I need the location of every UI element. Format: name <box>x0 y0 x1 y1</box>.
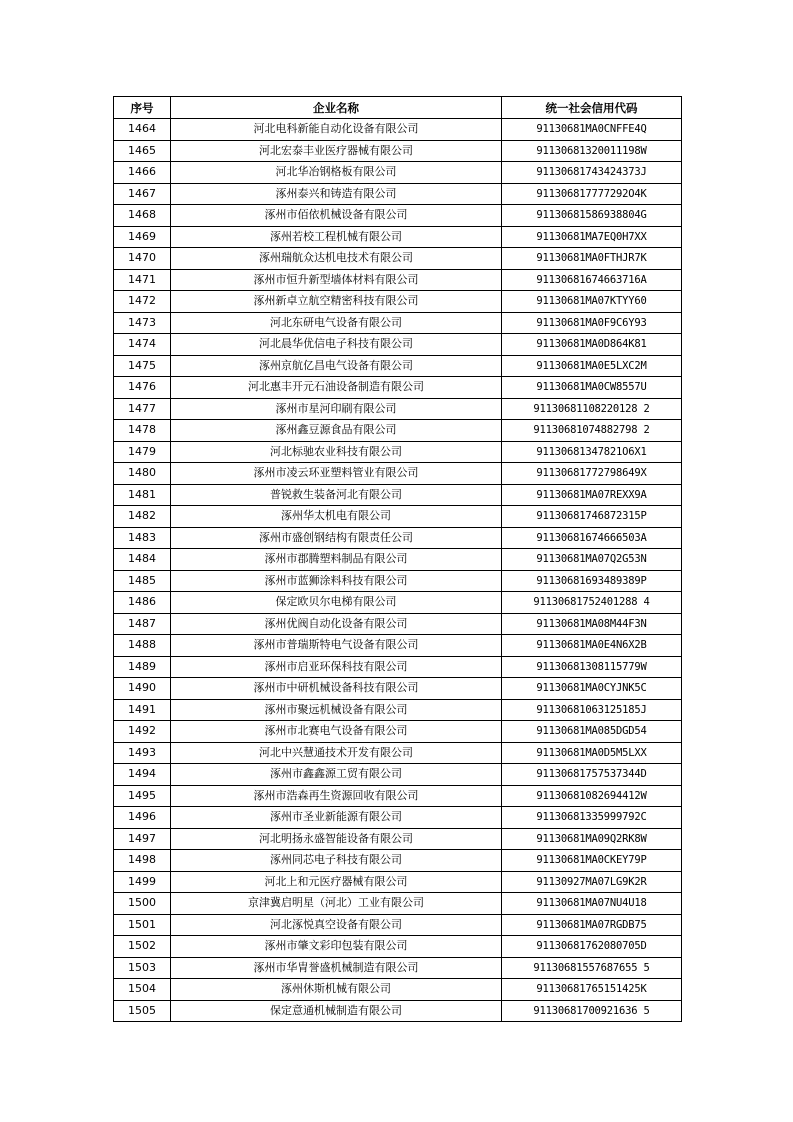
company-name-cell: 涿州市北赛电气设备有限公司 <box>171 721 502 743</box>
enterprise-table <box>113 96 682 1022</box>
table-row <box>114 592 682 614</box>
company-name-cell: 涿州市启亚环保科技有限公司 <box>171 656 502 678</box>
credit-code-cell: 91130681MA7EQ0H7XX <box>502 226 682 248</box>
credit-code-cell: 91130681MA0CNFFE4Q <box>502 119 682 141</box>
company-name-cell: 保定意通机械制造有限公司 <box>171 1000 502 1022</box>
credit-code-cell: 91130681MA0F9C6Y93 <box>502 312 682 334</box>
company-name-cell: 涿州市中研机械设备科技有限公司 <box>171 678 502 700</box>
company-name-cell: 涿州泰兴和铸造有限公司 <box>171 183 502 205</box>
company-name-cell: 涿州优阀自动化设备有限公司 <box>171 613 502 635</box>
credit-code-cell: 91130681MA09Q2RK8W <box>502 828 682 850</box>
credit-code-cell: 91130681700921636 5 <box>502 1000 682 1022</box>
seq-cell: 1465 <box>114 140 171 162</box>
table-row <box>114 893 682 915</box>
table-row <box>114 226 682 248</box>
seq-cell: 1470 <box>114 248 171 270</box>
company-name-cell: 河北华冶钢格板有限公司 <box>171 162 502 184</box>
credit-code-cell: 91130681320011198W <box>502 140 682 162</box>
seq-cell: 1472 <box>114 291 171 313</box>
credit-code-cell: 91130681MA07Q2G53N <box>502 549 682 571</box>
company-name-cell: 河北涿悦真空设备有限公司 <box>171 914 502 936</box>
credit-code-cell: 91130681MA0CKEY79P <box>502 850 682 872</box>
seq-cell: 1469 <box>114 226 171 248</box>
credit-code-cell: 91130681765151425K <box>502 979 682 1001</box>
company-name-cell: 涿州市佰依机械设备有限公司 <box>171 205 502 227</box>
seq-cell: 1504 <box>114 979 171 1001</box>
table-row <box>114 269 682 291</box>
table-row <box>114 914 682 936</box>
table-row <box>114 699 682 721</box>
table-row <box>114 957 682 979</box>
table-row <box>114 742 682 764</box>
company-name-cell: 河北标驰农业科技有限公司 <box>171 441 502 463</box>
seq-cell: 1496 <box>114 807 171 829</box>
seq-cell: 1492 <box>114 721 171 743</box>
seq-cell: 1491 <box>114 699 171 721</box>
seq-cell: 1495 <box>114 785 171 807</box>
table-row <box>114 850 682 872</box>
company-name-cell: 涿州市浩森再生资源回收有限公司 <box>171 785 502 807</box>
credit-code-cell: 91130681335999792C <box>502 807 682 829</box>
table-row <box>114 441 682 463</box>
table-row <box>114 721 682 743</box>
credit-code-cell: 91130681746872315P <box>502 506 682 528</box>
company-name-cell: 涿州市蓝狮涂料科技有限公司 <box>171 570 502 592</box>
company-name-cell: 涿州市恒升新型墙体材料有限公司 <box>171 269 502 291</box>
table-row <box>114 527 682 549</box>
table-row <box>114 979 682 1001</box>
table-row <box>114 656 682 678</box>
table-row <box>114 613 682 635</box>
credit-code-cell: 911306817777292O4K <box>502 183 682 205</box>
credit-code-cell: 91130681674663716A <box>502 269 682 291</box>
credit-code-cell: 91130681074882798 2 <box>502 420 682 442</box>
table-row <box>114 871 682 893</box>
company-name-cell: 保定欧贝尔电梯有限公司 <box>171 592 502 614</box>
table-body <box>114 119 682 1022</box>
company-name-cell: 河北电科新能自动化设备有限公司 <box>171 119 502 141</box>
company-name-cell: 河北东研电气设备有限公司 <box>171 312 502 334</box>
seq-cell: 1476 <box>114 377 171 399</box>
table-row <box>114 162 682 184</box>
company-name-cell: 涿州市普瑞斯特电气设备有限公司 <box>171 635 502 657</box>
table-row <box>114 1000 682 1022</box>
credit-code-cell: 91130681674666503A <box>502 527 682 549</box>
table-row <box>114 355 682 377</box>
seq-cell: 1483 <box>114 527 171 549</box>
credit-code-cell: 91130681693489389P <box>502 570 682 592</box>
company-name-cell: 京津冀启明星（河北）工业有限公司 <box>171 893 502 915</box>
seq-cell: 1503 <box>114 957 171 979</box>
table-row <box>114 936 682 958</box>
seq-cell: 1479 <box>114 441 171 463</box>
company-name-cell: 涿州市鑫鑫源工贸有限公司 <box>171 764 502 786</box>
seq-cell: 1468 <box>114 205 171 227</box>
seq-cell: 1502 <box>114 936 171 958</box>
company-name-cell: 河北明扬永盛智能设备有限公司 <box>171 828 502 850</box>
table-row <box>114 678 682 700</box>
credit-code-cell: 91130681108220128 2 <box>502 398 682 420</box>
seq-cell: 1485 <box>114 570 171 592</box>
seq-cell: 1471 <box>114 269 171 291</box>
seq-cell: 1466 <box>114 162 171 184</box>
credit-code-cell: 91130681MA0E4N6X2B <box>502 635 682 657</box>
seq-cell: 1505 <box>114 1000 171 1022</box>
seq-cell: 1475 <box>114 355 171 377</box>
seq-cell: 1493 <box>114 742 171 764</box>
seq-cell: 1474 <box>114 334 171 356</box>
credit-code-cell: 91130927MA07LG9K2R <box>502 871 682 893</box>
company-name-cell: 河北惠丰开元石油设备制造有限公司 <box>171 377 502 399</box>
seq-cell: 1478 <box>114 420 171 442</box>
seq-cell: 1464 <box>114 119 171 141</box>
header-company-name: 企业名称 <box>171 97 502 119</box>
table-row <box>114 506 682 528</box>
company-name-cell: 河北晨华优信电子科技有限公司 <box>171 334 502 356</box>
company-name-cell: 涿州鑫豆源食品有限公司 <box>171 420 502 442</box>
table-row <box>114 828 682 850</box>
table-row <box>114 291 682 313</box>
seq-cell: 1473 <box>114 312 171 334</box>
table-row <box>114 785 682 807</box>
credit-code-cell: 91130681MA0D5M5LXX <box>502 742 682 764</box>
credit-code-cell: 91130681772798649X <box>502 463 682 485</box>
credit-code-cell: 91130681762080705D <box>502 936 682 958</box>
company-name-cell: 涿州市盛创钢结构有限责任公司 <box>171 527 502 549</box>
header-credit-code: 统一社会信用代码 <box>502 97 682 119</box>
credit-code-cell: 91130681MA07RGDB75 <box>502 914 682 936</box>
company-name-cell: 河北中兴慧通技术开发有限公司 <box>171 742 502 764</box>
company-name-cell: 涿州市聚远机械设备有限公司 <box>171 699 502 721</box>
credit-code-cell: 91130681MA085DGD54 <box>502 721 682 743</box>
credit-code-cell: 91130681MA07REXX9A <box>502 484 682 506</box>
header-seq: 序号 <box>114 97 171 119</box>
table-row <box>114 205 682 227</box>
seq-cell: 1487 <box>114 613 171 635</box>
credit-code-cell: 91130681MA0CYJNK5C <box>502 678 682 700</box>
credit-code-cell: 91130681752401288 4 <box>502 592 682 614</box>
credit-code-cell: 91130681MA0E5LXC2M <box>502 355 682 377</box>
table-row <box>114 312 682 334</box>
credit-code-cell: 91130681MA0FTHJR7K <box>502 248 682 270</box>
company-name-cell: 河北上和元医疗器械有限公司 <box>171 871 502 893</box>
credit-code-cell: 91130681MA07NU4U18 <box>502 893 682 915</box>
company-name-cell: 涿州新卓立航空精密科技有限公司 <box>171 291 502 313</box>
company-name-cell: 涿州市肇文彩印包装有限公司 <box>171 936 502 958</box>
company-name-cell: 涿州市凌云环亚塑料管业有限公司 <box>171 463 502 485</box>
seq-cell: 1490 <box>114 678 171 700</box>
company-name-cell: 河北宏泰丰业医疗器械有限公司 <box>171 140 502 162</box>
company-name-cell: 涿州市华胄誉盛机械制造有限公司 <box>171 957 502 979</box>
credit-code-cell: 91130681082694412W <box>502 785 682 807</box>
company-name-cell: 涿州京航亿昌电气设备有限公司 <box>171 355 502 377</box>
seq-cell: 1480 <box>114 463 171 485</box>
credit-code-cell: 91130681MA0CW8557U <box>502 377 682 399</box>
company-name-cell: 普锐救生装备河北有限公司 <box>171 484 502 506</box>
credit-code-cell: 91130681MA07KTYY60 <box>502 291 682 313</box>
table-row <box>114 463 682 485</box>
seq-cell: 1499 <box>114 871 171 893</box>
table-header-row <box>114 97 682 119</box>
credit-code-cell: 91130681557687655 5 <box>502 957 682 979</box>
credit-code-cell: 91130681757537344D <box>502 764 682 786</box>
table-row <box>114 183 682 205</box>
credit-code-cell: 91130681586938804G <box>502 205 682 227</box>
seq-cell: 1501 <box>114 914 171 936</box>
table-row <box>114 635 682 657</box>
table-row <box>114 248 682 270</box>
company-name-cell: 涿州若校工程机械有限公司 <box>171 226 502 248</box>
seq-cell: 1498 <box>114 850 171 872</box>
credit-code-cell: 91130681MA0D864K81 <box>502 334 682 356</box>
table-row <box>114 334 682 356</box>
seq-cell: 1482 <box>114 506 171 528</box>
seq-cell: 1477 <box>114 398 171 420</box>
seq-cell: 1484 <box>114 549 171 571</box>
seq-cell: 1486 <box>114 592 171 614</box>
table-row <box>114 119 682 141</box>
company-name-cell: 涿州市郡腾塑料制品有限公司 <box>171 549 502 571</box>
table-row <box>114 807 682 829</box>
company-name-cell: 涿州市星河印刷有限公司 <box>171 398 502 420</box>
credit-code-cell: 91130681308115779W <box>502 656 682 678</box>
company-name-cell: 涿州休斯机械有限公司 <box>171 979 502 1001</box>
seq-cell: 1489 <box>114 656 171 678</box>
table-row <box>114 764 682 786</box>
seq-cell: 1497 <box>114 828 171 850</box>
seq-cell: 1494 <box>114 764 171 786</box>
table-row <box>114 570 682 592</box>
table-row <box>114 377 682 399</box>
company-name-cell: 涿州同芯电子科技有限公司 <box>171 850 502 872</box>
table-row <box>114 484 682 506</box>
credit-code-cell: 91130681063125185J <box>502 699 682 721</box>
table-row <box>114 140 682 162</box>
table-row <box>114 420 682 442</box>
table-row <box>114 398 682 420</box>
credit-code-cell: 91130681347821O6X1 <box>502 441 682 463</box>
company-name-cell: 涿州华太机电有限公司 <box>171 506 502 528</box>
seq-cell: 1488 <box>114 635 171 657</box>
table-row <box>114 549 682 571</box>
credit-code-cell: 91130681MA08M44F3N <box>502 613 682 635</box>
seq-cell: 1481 <box>114 484 171 506</box>
company-name-cell: 涿州瑞航众达机电技术有限公司 <box>171 248 502 270</box>
credit-code-cell: 91130681743424373J <box>502 162 682 184</box>
seq-cell: 1467 <box>114 183 171 205</box>
company-name-cell: 涿州市圣业新能源有限公司 <box>171 807 502 829</box>
seq-cell: 1500 <box>114 893 171 915</box>
